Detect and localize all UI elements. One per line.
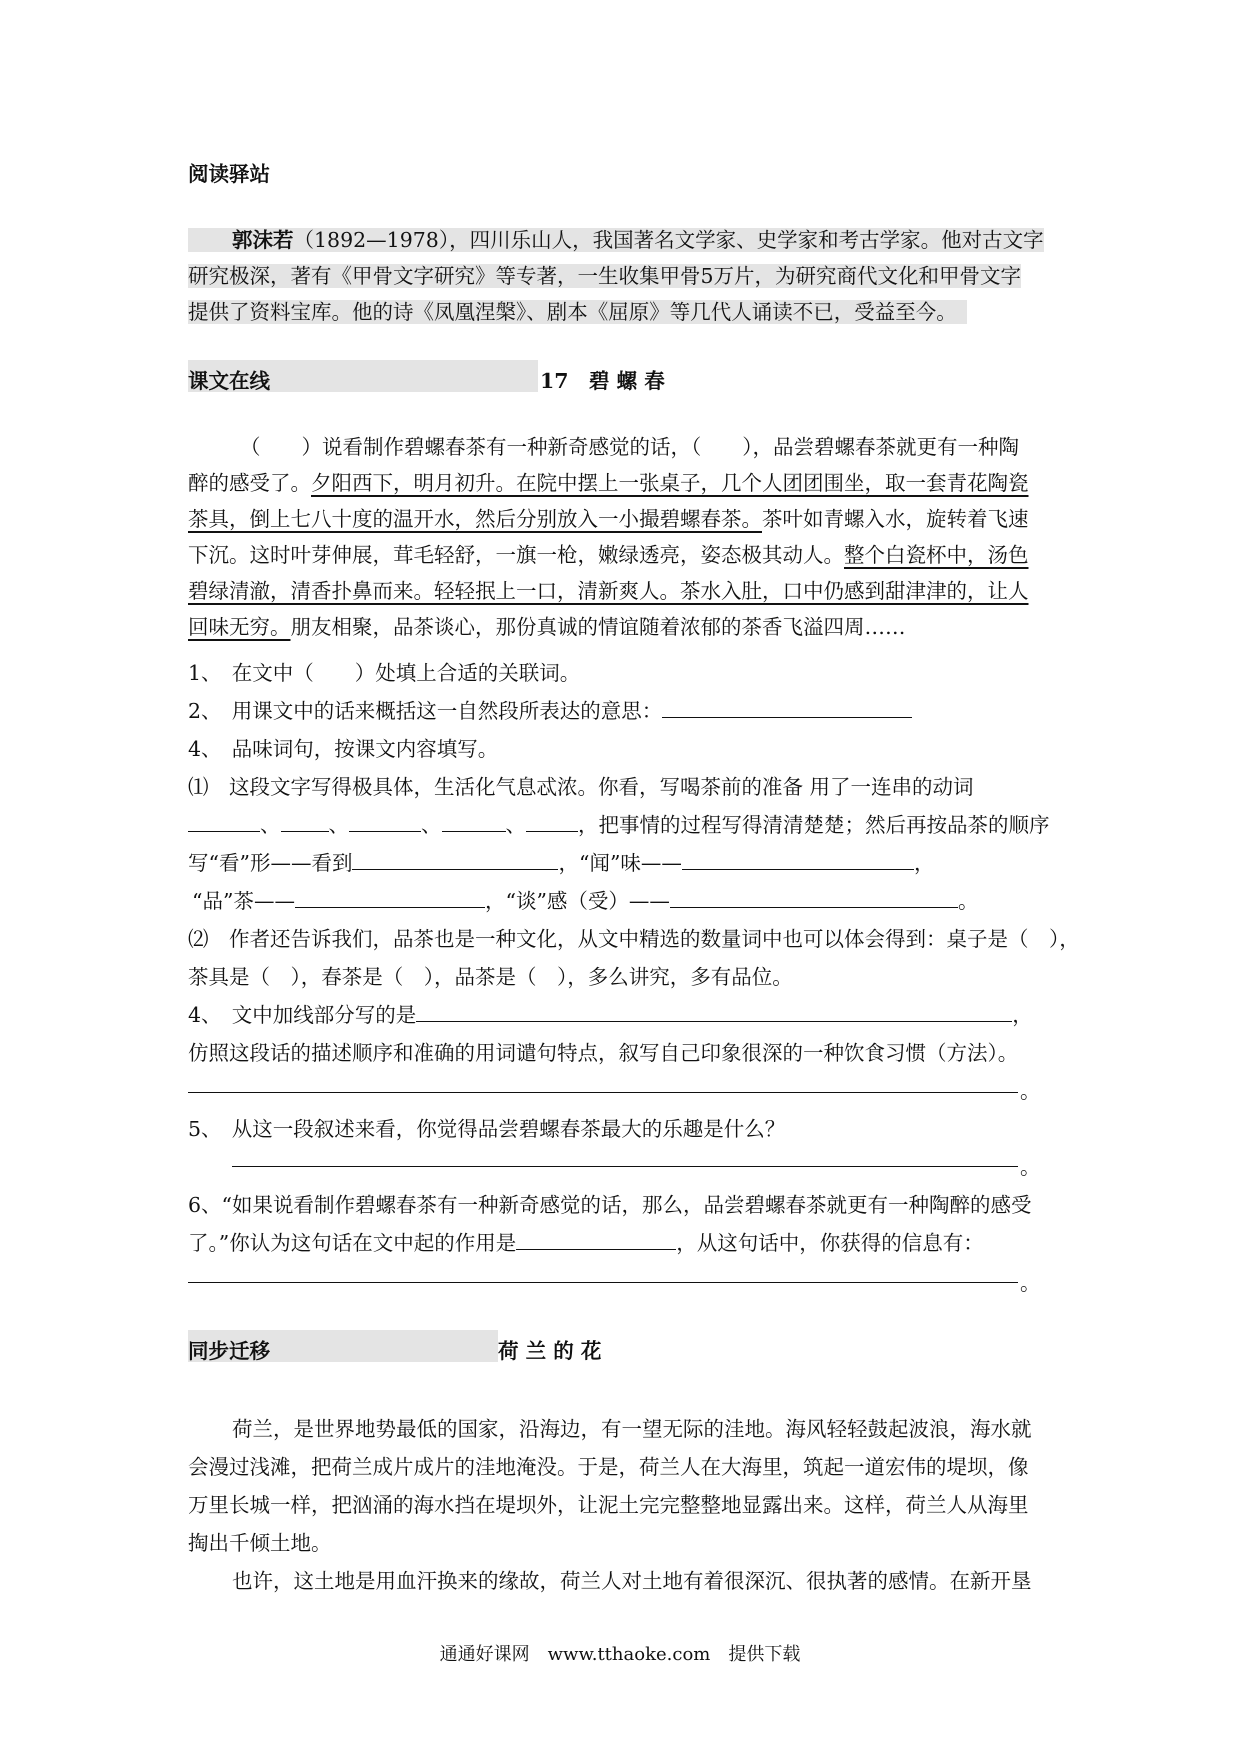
question-4: 4、 品味词句，按课文内容填写。 xyxy=(188,737,499,761)
paragraph-text: 下沉。这时叶芽伸展，茸毛轻舒，一旗一枪，嫩绿透亮，姿态极其动人。 xyxy=(188,543,844,567)
transfer-line-2: 会漫过浅滩，把荷兰成片成片的洼地淹没。于是，荷兰人在大海里，筑起一道宏伟的堤坝，像 xyxy=(188,1455,1029,1479)
paragraph-text: 朋友相聚，品茶谈心，那份真诚的情谊随着浓郁的茶香飞溢四周…… xyxy=(290,615,906,639)
verb-blank-3[interactable] xyxy=(349,811,421,832)
lesson-paragraph-line xyxy=(188,466,1029,496)
talk-blank[interactable] xyxy=(670,887,958,908)
lesson-paragraph-line xyxy=(188,610,906,640)
question-4b-imitate: 仿照这段话的描述顺序和准确的用词谴句特点，叙写自己印象很深的一种饮食习惯（方法）。 xyxy=(188,1041,1019,1065)
question-4-1-taste-talk: “品”茶—— ，“谈”感（受）—— 。 xyxy=(192,889,979,913)
function-blank[interactable] xyxy=(516,1229,676,1250)
lesson-paragraph-line xyxy=(188,538,1029,568)
question-4-2-line-2: 茶具是（ ），春茶是（ ），品茶是（ ），多么讲究，多有品位。 xyxy=(188,965,793,989)
look-blank[interactable] xyxy=(352,849,558,870)
underlined-text: 夕阳西下，明月初升。在院中摆上一张桌子，几个人团团围坐，取一套青花陶瓷 xyxy=(311,471,1029,495)
lesson-paragraph-line xyxy=(188,502,1029,532)
section-heading-lesson: 课文在线 xyxy=(188,369,270,393)
transfer-title: 荷 兰 的 花 xyxy=(498,1339,602,1363)
bio-line-3: 提供了资料宝库。他的诗《凤凰涅槃》、剧本《屈原》等几代人诵读不已，受益至今。 xyxy=(188,294,967,330)
answer-rule-2[interactable] xyxy=(232,1166,1018,1167)
question-2: 2、 用课文中的话来概括这一自然段所表达的意思： xyxy=(188,694,912,724)
paragraph-text: 醉的感受了。 xyxy=(188,471,311,495)
underlined-text: 回味无穷。 xyxy=(188,615,291,639)
question-1: 1、 在文中（ ）处填上合适的关联词。 xyxy=(188,661,581,685)
verb-blank-1[interactable] xyxy=(188,811,260,832)
verb-blank-2[interactable] xyxy=(281,811,329,832)
rule-period: 。 xyxy=(1020,1271,1041,1295)
question-4-1-intro: ⑴ 这段文字写得极具体，生活化气息忒浓。你看，写喝茶前的准备 用了一连串的动词 xyxy=(188,775,974,799)
taste-blank[interactable] xyxy=(295,887,485,908)
underlined-text: 碧绿清澈，清香扑鼻而来。轻轻抿上一口，清新爽人。茶水入肚，口中仍感到甜津津的，让人 xyxy=(188,579,1029,603)
section-heading-reading-station: 阅读驿站 xyxy=(188,162,270,186)
transfer-line-4: 掏出千倾土地。 xyxy=(188,1531,332,1555)
question-6-line-2: 了。”你认为这句话在文中起的作用是 ，从这句话中，你获得的信息有： xyxy=(188,1231,984,1255)
question-5: 5、 从这一段叙述来看，你觉得品尝碧螺春茶最大的乐趣是什么？ xyxy=(188,1117,786,1141)
rule-period: 。 xyxy=(1020,1155,1041,1179)
bio-name: 郭沫若 xyxy=(232,228,294,252)
bio-line-1-text: （1892—1978），四川乐山人，我国著名文学家、史学家和考古学家。他对古文字 xyxy=(293,228,1044,252)
footer: 通通好课网 www.tthaoke.com 提供下载 xyxy=(439,1644,801,1665)
underlined-text: 茶具，倒上七八十度的温开水，然后分别放入一小撮碧螺春茶。 xyxy=(188,507,762,531)
paragraph-text: 茶叶如青螺入水，旋转着飞速 xyxy=(762,507,1029,531)
question-4-1-look-smell: 写“看”形——看到 ，“闻”味—— ， xyxy=(188,851,935,875)
smell-blank[interactable] xyxy=(682,849,914,870)
bio-line-2: 研究极深，著有《甲骨文字研究》等专著，一生收集甲骨5万片，为研究商代文化和甲骨文字 xyxy=(188,264,1022,288)
transfer-line-5: 也许，这土地是用血汗换来的缘故，荷兰人对土地有着很深沉、很执著的感情。在新开垦 xyxy=(232,1569,1032,1593)
transfer-line-1: 荷兰，是世界地势最低的国家，沿海边，有一望无际的洼地。海风轻轻鼓起波浪，海水就 xyxy=(232,1417,1032,1441)
lesson-paragraph-line xyxy=(240,430,1019,460)
answer-rule-1[interactable] xyxy=(188,1092,1018,1093)
question-4-1-verbs: 、 、 、 、 ，把事情的过程写得清清楚楚；然后再按品茶的顺序 xyxy=(188,808,1050,838)
transfer-line-3: 万里长城一样，把汹涌的海水挡在堤坝外，让泥土完完整整地显露出来。这样，荷兰人从海里 xyxy=(188,1493,1029,1517)
question-4b: 4、 文中加线部分写的是 ， xyxy=(188,1003,1033,1027)
section-heading-transfer: 同步迁移 xyxy=(188,1339,270,1363)
underlined-text: 整个白瓷杯中，汤色 xyxy=(844,543,1029,567)
underlined-part-blank[interactable] xyxy=(416,1001,1012,1022)
answer-blank[interactable] xyxy=(662,697,912,718)
rule-period: 。 xyxy=(1020,1079,1041,1103)
verb-blank-5[interactable] xyxy=(526,811,578,832)
lesson-paragraph-line xyxy=(188,574,1029,604)
paragraph-text: （ ）说看制作碧螺春茶有一种新奇感觉的话，（ ），品尝碧螺春茶就更有一种陶 xyxy=(240,435,1019,459)
verb-blank-4[interactable] xyxy=(442,811,506,832)
answer-rule-3[interactable] xyxy=(188,1282,1018,1283)
bio-line-1 xyxy=(188,222,1044,258)
lesson-title: 17 碧 螺 春 xyxy=(540,369,665,393)
question-6-line-1: 6、“如果说看制作碧螺春茶有一种新奇感觉的话，那么，品尝碧螺春茶就更有一种陶醉的感受 xyxy=(188,1193,1032,1217)
question-4-2-line-1: ⑵ 作者还告诉我们，品茶也是一种文化，从文中精选的数量词中也可以体会得到：桌子是（ ）， xyxy=(188,927,1080,951)
